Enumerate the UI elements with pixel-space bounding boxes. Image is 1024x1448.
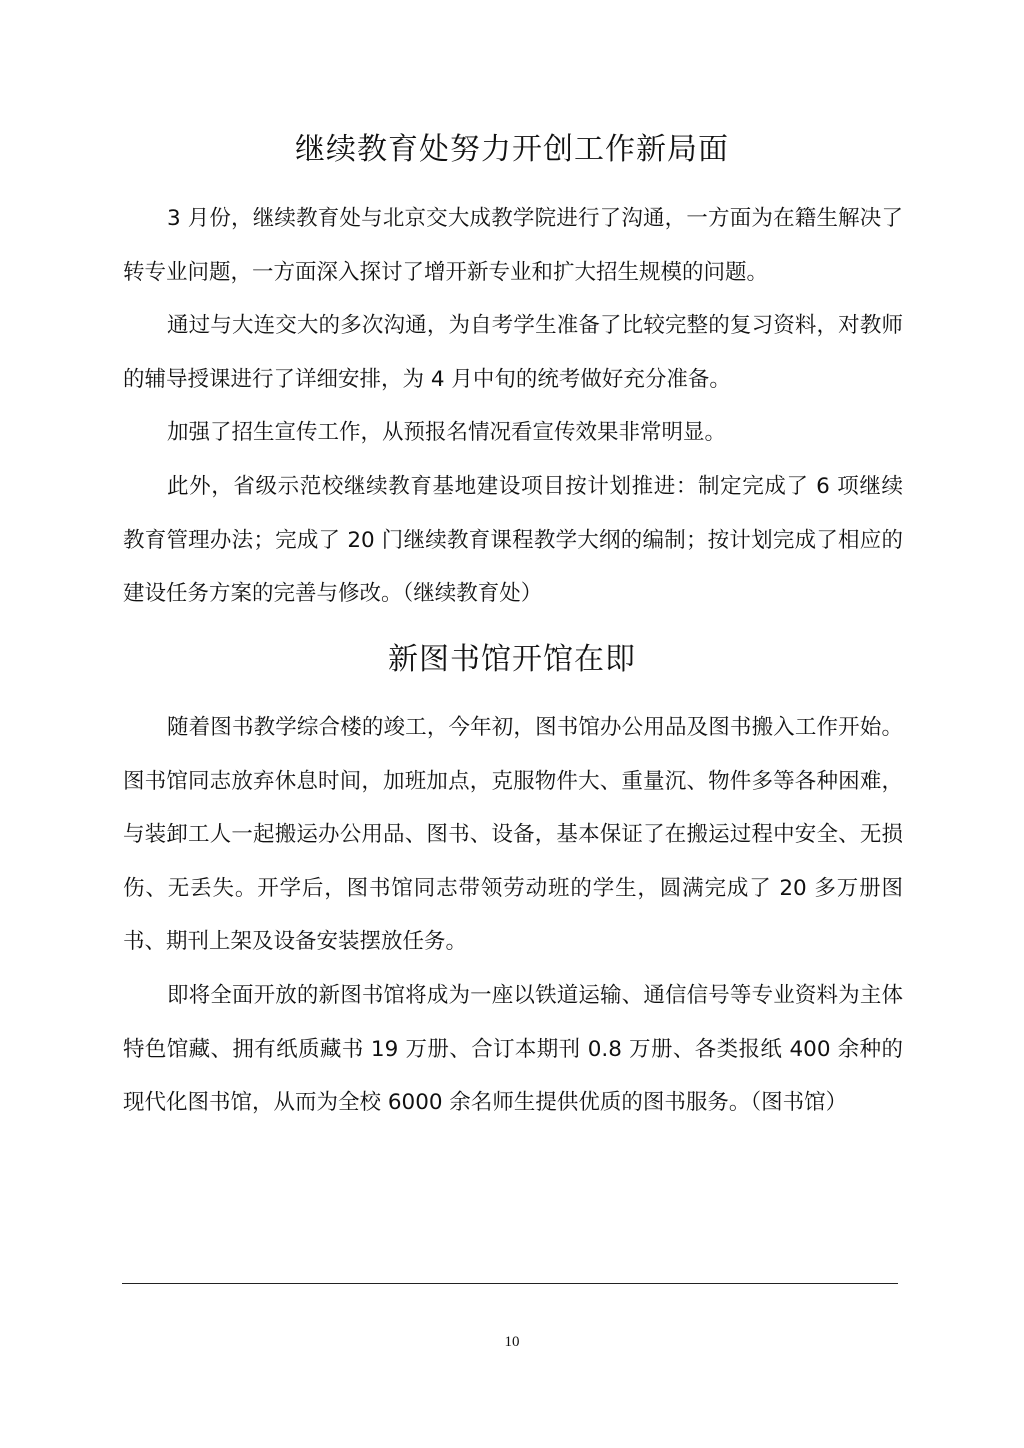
article-1-paragraph-3: 加强了招生宣传工作，从预报名情况看宣传效果非常明显。 [167, 420, 727, 445]
article-1-title: 继续教育处努力开创工作新局面 [295, 132, 729, 167]
article-1-paragraph-2: 通过与大连交大的多次沟通，为自考学生准备了比较完整的复习资料，对教师的辅导授课进行了详细安排，为 4 月中旬的统考做好充分准备。 [123, 313, 903, 392]
article-1-paragraph-1: 3 月份，继续教育处与北京交大成教学院进行了沟通，一方面为在籍生解决了转专业问题，一方面深入探讨了增开新专业和扩大招生规模的问题。 [123, 206, 903, 285]
footer-divider [122, 1283, 898, 1284]
page-number: 10 [504, 1334, 520, 1350]
article-2-paragraph-2: 即将全面开放的新图书馆将成为一座以铁道运输、通信信号等专业资料为主体特色馆藏、拥有纸质藏书 19 万册、合订本期刊 0.8 万册、各类报纸 400 余种的现代化图书馆，从而为全校 6000 余名师生提供优质的图书服务。（图书馆） [123, 983, 903, 1115]
article-2-title: 新图书馆开馆在即 [388, 642, 636, 677]
article-1-paragraph-4: 此外，省级示范校继续教育基地建设项目按计划推进：制定完成了 6 项继续教育管理办法；完成了 20 门继续教育课程教学大纲的编制；按计划完成了相应的建设任务方案的完善与修改。（继续教育处） [123, 474, 903, 606]
article-2-paragraph-1: 随着图书教学综合楼的竣工，今年初，图书馆办公用品及图书搬入工作开始。图书馆同志放弃休息时间，加班加点，克服物件大、重量沉、物件多等各种困难，与装卸工人一起搬运办公用品、图书、设备，基本保证了在搬运过程中安全、无损伤、无丢失。开学后，图书馆同志带领劳动班的学生，圆满完成了 20 多万册图书、期刊上架及设备安装摆放任务。 [123, 715, 903, 954]
